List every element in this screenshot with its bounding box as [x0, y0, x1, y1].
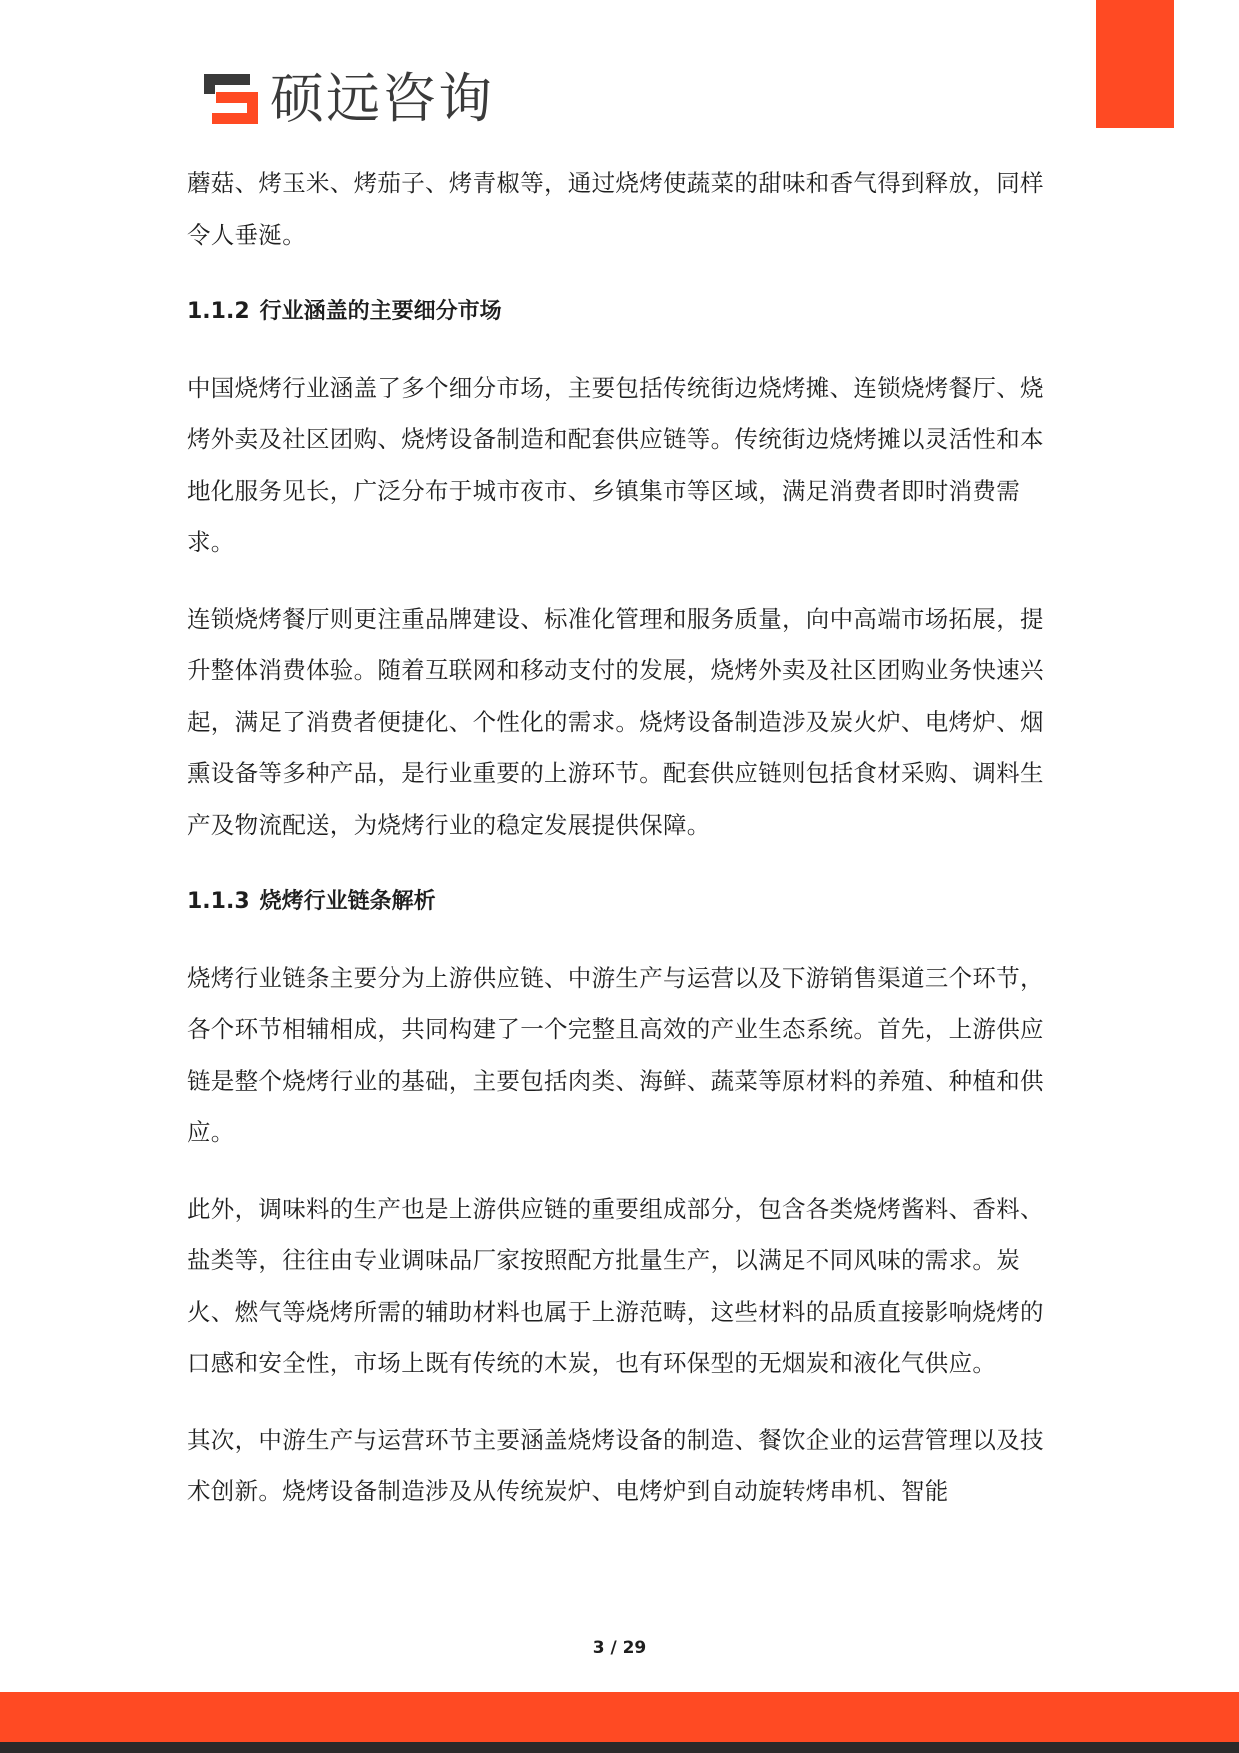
footer-accent-bar	[0, 1692, 1239, 1742]
paragraph: 中国烧烤行业涵盖了多个细分市场，主要包括传统街边烧烤摊、连锁烧烤餐厅、烧烤外卖及社区团购、烧烤设备制造和配套供应链等。传统街边烧烤摊以灵活性和本地化服务见长，广泛分布于城市夜市、乡镇集市等区域，满足消费者即时消费需求。	[187, 373, 1044, 556]
section-title: 行业涵盖的主要细分市场	[259, 299, 502, 324]
paragraph: 此外，调味料的生产也是上游供应链的重要组成部分，包含各类烧烤酱料、香料、盐类等，往往由专业调味品厂家按照配方批量生产，以满足不同风味的需求。炭火、燃气等烧烤所需的辅助材料也属于上游范畴，这些材料的品质直接影响烧烤的口感和安全性，市场上既有传统的木炭，也有环保型的无烟炭和液化气供应。	[187, 1194, 1044, 1377]
paragraph: 蘑菇、烤玉米、烤茄子、烤青椒等，通过烧烤使蔬菜的甜味和香气得到释放，同样令人垂涎。	[187, 169, 1044, 249]
document-body	[187, 158, 1057, 1518]
paragraph: 其次，中游生产与运营环节主要涵盖烧烤设备的制造、餐饮企业的运营管理以及技术创新。烧烤设备制造涉及从传统炭炉、电烤炉到自动旋转烤串机、智能	[187, 1425, 1044, 1505]
section-heading	[187, 286, 1057, 338]
corner-accent-tab	[1096, 0, 1174, 128]
page-number: 3 / 29	[592, 1638, 647, 1658]
section-title: 烧烤行业链条解析	[259, 889, 436, 914]
paragraph: 连锁烧烤餐厅则更注重品牌建设、标准化管理和服务质量，向中高端市场拓展，提升整体消费体验。随着互联网和移动支付的发展，烧烤外卖及社区团购业务快速兴起，满足了消费者便捷化、个性化的需求。烧烤设备制造涉及炭火炉、电烤炉、烟熏设备等多种产品，是行业重要的上游环节。配套供应链则包括食材采购、调料生产及物流配送，为烧烤行业的稳定发展提供保障。	[187, 604, 1044, 839]
section-heading	[187, 876, 1057, 928]
section-number: 1.1.2	[187, 299, 250, 324]
brand-logo	[202, 67, 494, 130]
brand-name: 硕远咨询	[270, 67, 494, 130]
section-number: 1.1.3	[187, 889, 250, 914]
footer-dark-strip	[0, 1742, 1239, 1753]
paragraph: 烧烤行业链条主要分为上游供应链、中游生产与运营以及下游销售渠道三个环节，各个环节相辅相成，共同构建了一个完整且高效的产业生态系统。首先，上游供应链是整个烧烤行业的基础，主要包括肉类、海鲜、蔬菜等原材料的养殖、种植和供应。	[187, 963, 1044, 1146]
brand-s-logo-icon	[202, 70, 260, 128]
